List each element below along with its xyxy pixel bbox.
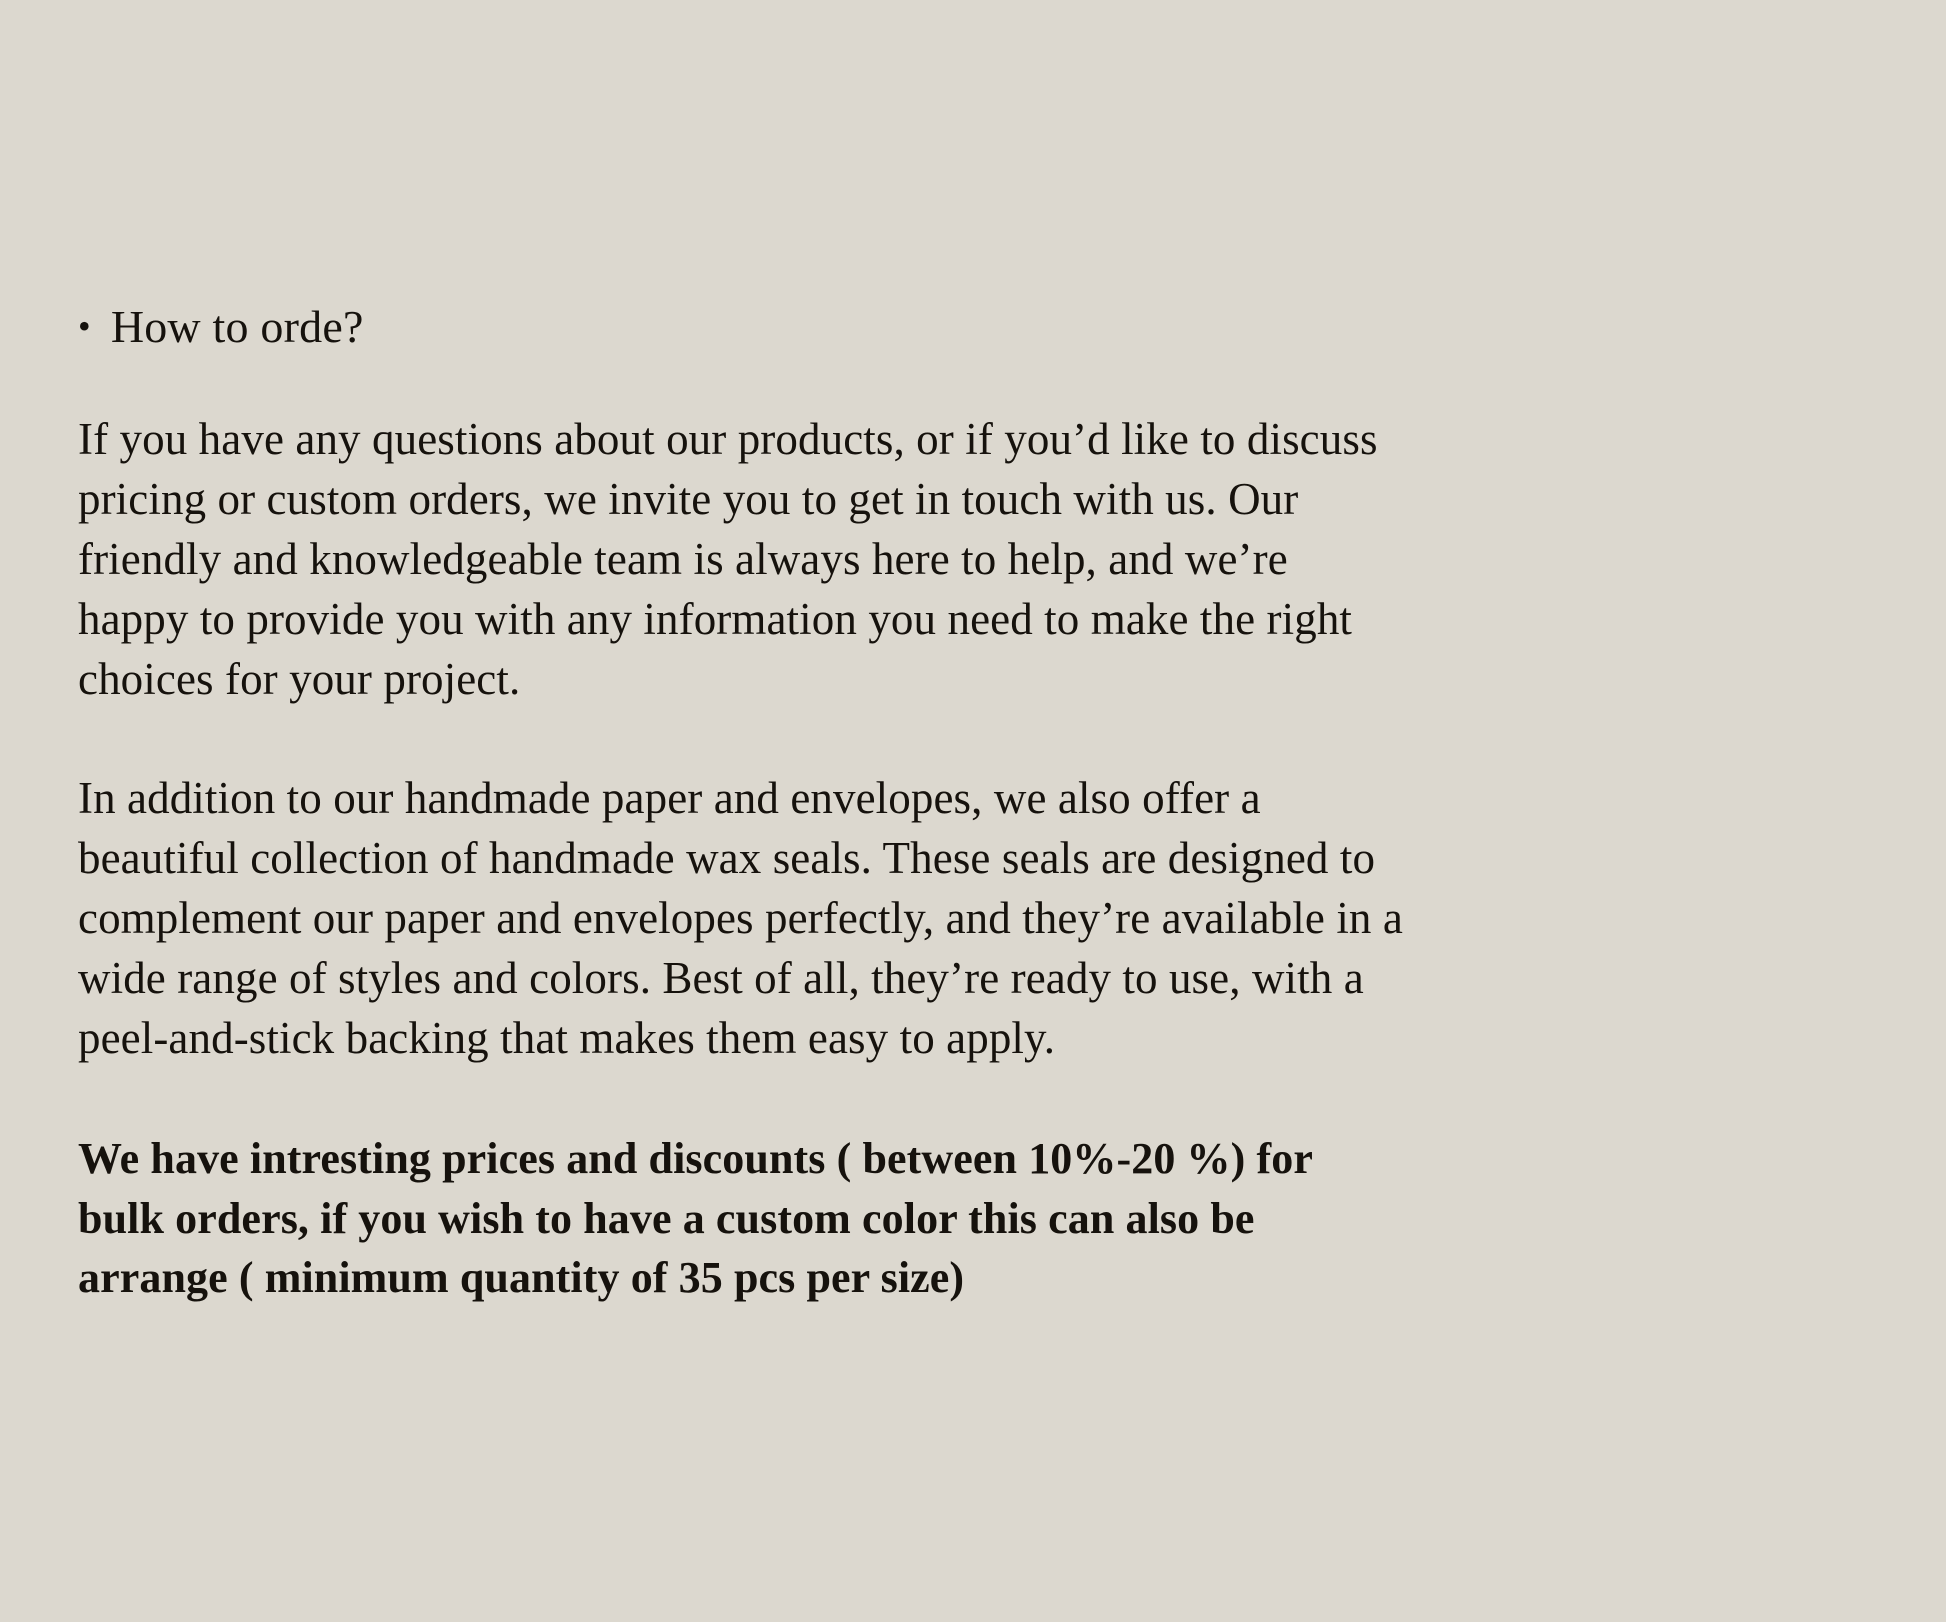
page-title: How to orde?	[110, 301, 364, 352]
paragraph-contact: If you have any questions about our products, or if you’d like to discuss pricing or custom orders, we invite you to get in touch with us. Our friendly and knowledgeable team is always here to help, and we’re happy to provide you with any information you need to make the right choices for your project.	[78, 414, 1378, 704]
paragraph-bulk-pricing-note: We have intresting prices and discounts ( between 10%-20 %) for bulk orders, if you wish to have a custom color this can also be arrange ( minimum quantity of 35 pcs per size)	[78, 1133, 1313, 1303]
paragraph-wax-seals: In addition to our handmade paper and envelopes, we also offer a beautiful collection of handmade wax seals. These seals are designed to complement our paper and envelopes perfectly, and they’re available in a wide range of styles and colors. Best of all, they’re ready to use, with a peel-and-stick backing that makes them easy to apply.	[78, 773, 1403, 1063]
bullet-icon: •	[78, 306, 91, 346]
page-heading	[78, 300, 1406, 354]
